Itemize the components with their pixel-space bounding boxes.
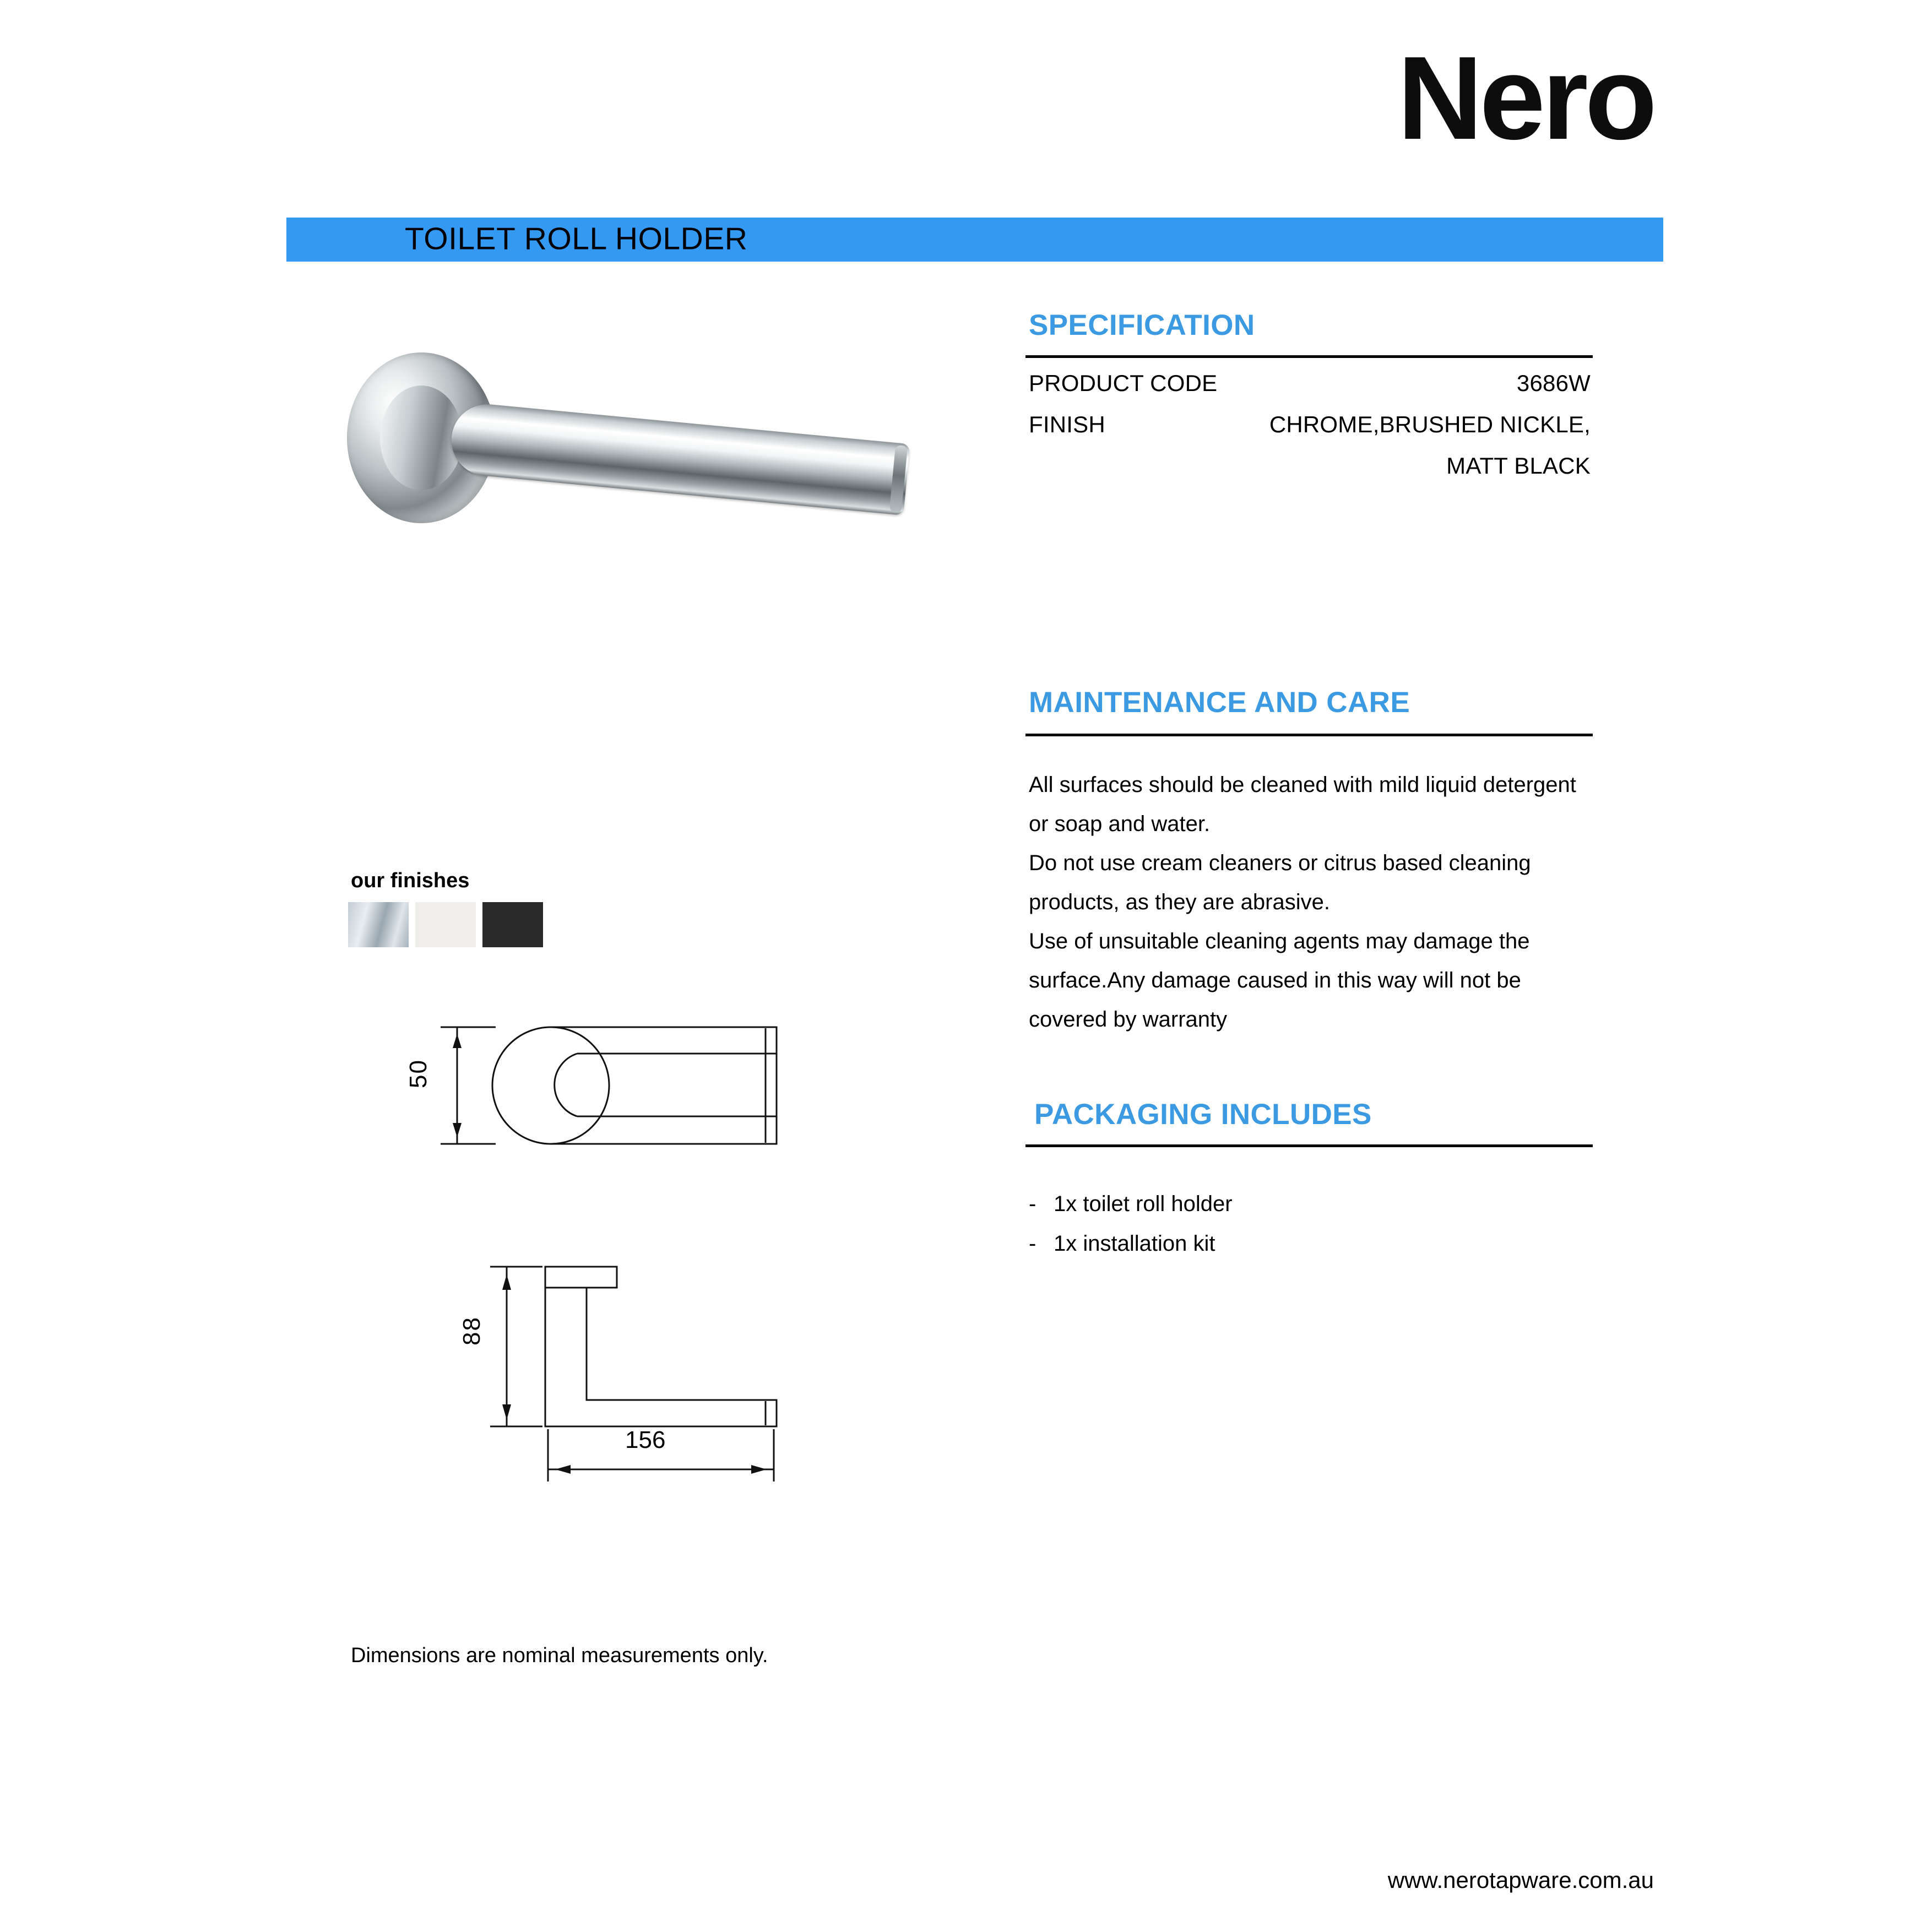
packaging-item-1: 1x toilet roll holder xyxy=(1054,1192,1233,1216)
product-flange-inner xyxy=(380,386,463,490)
finishes-label: our finishes xyxy=(351,869,470,892)
swatch-chrome[interactable] xyxy=(348,902,409,947)
maintenance-paragraph-2: Do not use cream cleaners or citrus based cleaning products, as they are abrasive. xyxy=(1029,851,1531,914)
packaging-divider xyxy=(1025,1144,1593,1147)
specification-heading: SPECIFICATION xyxy=(1029,309,1255,341)
footer-website-url[interactable]: www.nerotapware.com.au xyxy=(1387,1867,1654,1893)
packaging-bullet: - xyxy=(1029,1231,1036,1256)
packaging-item-2: 1x installation kit xyxy=(1054,1231,1215,1256)
swatch-matt-black[interactable] xyxy=(482,902,543,947)
list-item xyxy=(1029,1224,1596,1263)
dim-width-156: 156 xyxy=(625,1426,666,1453)
product-title-bar xyxy=(286,218,1663,262)
maintenance-paragraph-3: Use of unsuitable cleaning agents may damage the surface.Any damage caused in this way will not be covered by warranty xyxy=(1029,929,1530,1032)
spec-value-finish: CHROME,BRUSHED NICKLE, xyxy=(1269,411,1591,437)
front-view-svg xyxy=(490,1261,942,1481)
spec-label-product-code: PRODUCT CODE xyxy=(1029,370,1218,396)
maintenance-divider xyxy=(1025,734,1593,736)
product-photo xyxy=(347,341,969,540)
page-title: TOILET ROLL HOLDER xyxy=(405,221,748,257)
list-item xyxy=(1029,1184,1596,1224)
spec-value-finish-cont: MATT BLACK xyxy=(1446,453,1591,479)
packaging-heading: PACKAGING INCLUDES xyxy=(1034,1098,1372,1131)
brand-logo: Nero xyxy=(1397,31,1654,164)
finish-swatches xyxy=(348,902,543,947)
product-arm-cap xyxy=(889,445,908,513)
product-arm xyxy=(448,401,910,515)
dim-height-50: 50 xyxy=(405,1059,432,1088)
maintenance-paragraph-1: All surfaces should be cleaned with mild liquid detergent or soap and water. xyxy=(1029,773,1576,836)
spec-label-finish: FINISH xyxy=(1029,411,1105,437)
packaging-list xyxy=(1029,1184,1596,1263)
spec-value-product-code: 3686W xyxy=(1516,370,1591,396)
side-view-svg xyxy=(435,1022,876,1159)
technical-drawing-front-view xyxy=(458,1261,942,1481)
swatch-brushed-nickel[interactable] xyxy=(415,902,476,947)
specification-divider xyxy=(1025,355,1593,358)
maintenance-heading: MAINTENANCE AND CARE xyxy=(1029,686,1410,719)
dim-height-88: 88 xyxy=(458,1316,485,1345)
maintenance-body xyxy=(1029,766,1596,1039)
dimensions-note: Dimensions are nominal measurements only. xyxy=(351,1644,768,1667)
technical-drawing-side-view xyxy=(405,1022,876,1159)
packaging-bullet: - xyxy=(1029,1192,1036,1216)
